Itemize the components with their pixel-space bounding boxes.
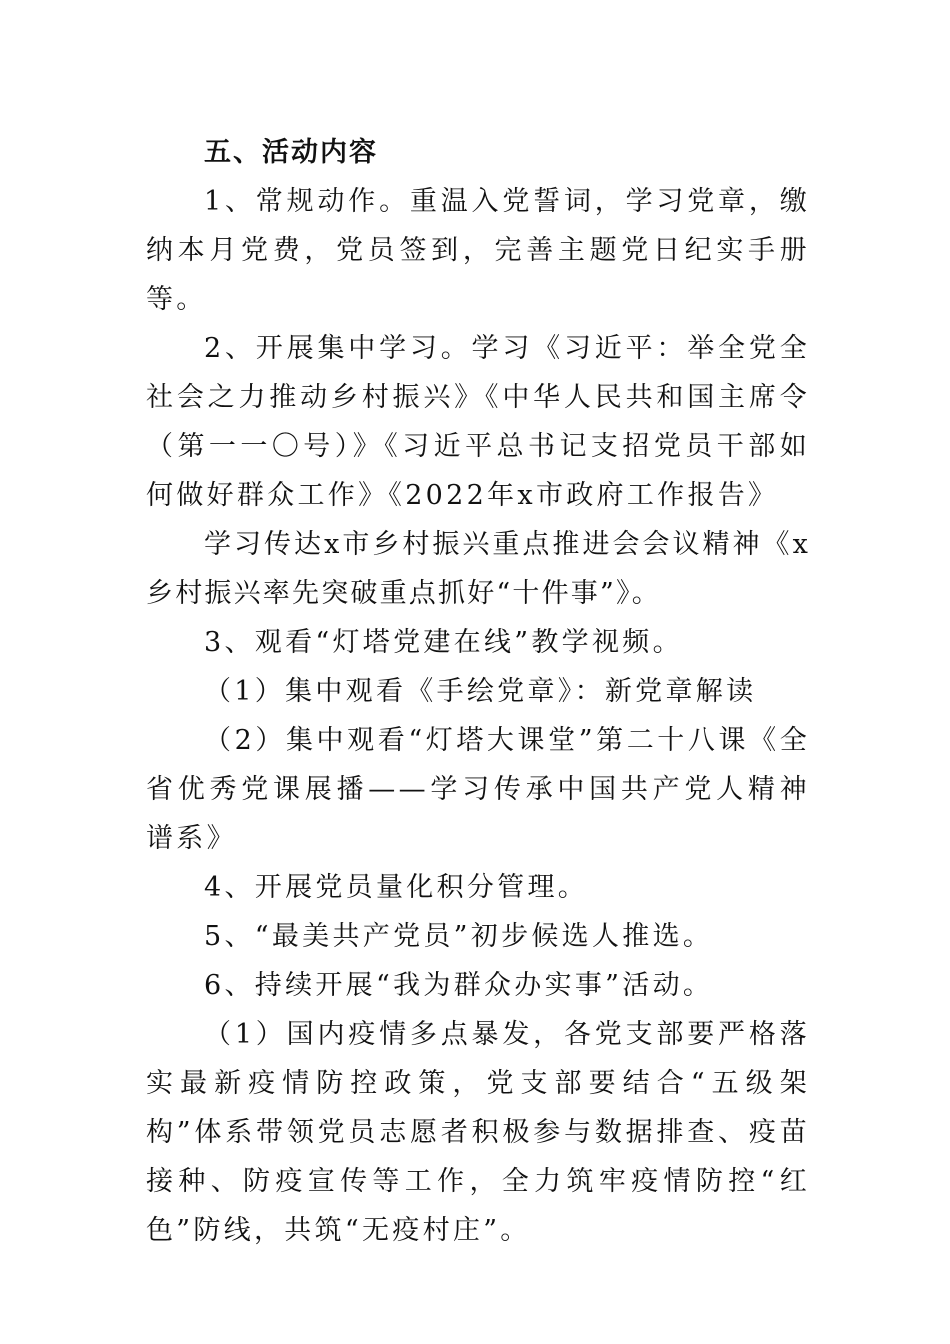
section-heading: 五、活动内容 (204, 137, 378, 168)
paragraph-points-management: 4、开展党员量化积分管理。 (204, 872, 589, 903)
paragraph-routine-actions: 1、常规动作。重温入党誓词，学习党章，缴纳本月党费，党员签到，完善主题党日纪实手册等。 (146, 186, 810, 315)
paragraph-practical-service: 6、持续开展“我为群众办实事”活动。 (204, 970, 714, 1001)
document-body (146, 128, 810, 1255)
paragraph-candidate-selection: 5、“最美共产党员”初步候选人推选。 (204, 921, 714, 952)
paragraph-epidemic-prevention: （1）国内疫情多点暴发，各党支部要严格落实最新疫情防控政策，党支部要结合“五级架构”体系带领党员志愿者积极参与数据排查、疫苗接种、防疫宣传等工作，全力筑牢疫情防控“红色”防线，共筑“无疫村庄”。 (146, 1019, 810, 1246)
paragraph-convey-meeting-spirit: 学习传达x市乡村振兴重点推进会会议精神《x乡村振兴率先突破重点抓好“十件事”》。 (146, 529, 810, 609)
paragraph-watch-videos: 3、观看“灯塔党建在线”教学视频。 (204, 627, 683, 658)
paragraph-watch-video-1: （1）集中观看《手绘党章》：新党章解读 (204, 676, 757, 707)
paragraph-watch-video-2: （2）集中观看“灯塔大课堂”第二十八课《全省优秀党课展播——学习传承中国共产党人精神谱系》 (146, 725, 810, 854)
paragraph-centralized-study: 2、开展集中学习。学习《习近平：举全党全社会之力推动乡村振兴》《中华人民共和国主席令（第一一〇号）》《习近平总书记支招党员干部如何做好群众工作》《2022年x市政府工作报告》 (146, 333, 810, 511)
